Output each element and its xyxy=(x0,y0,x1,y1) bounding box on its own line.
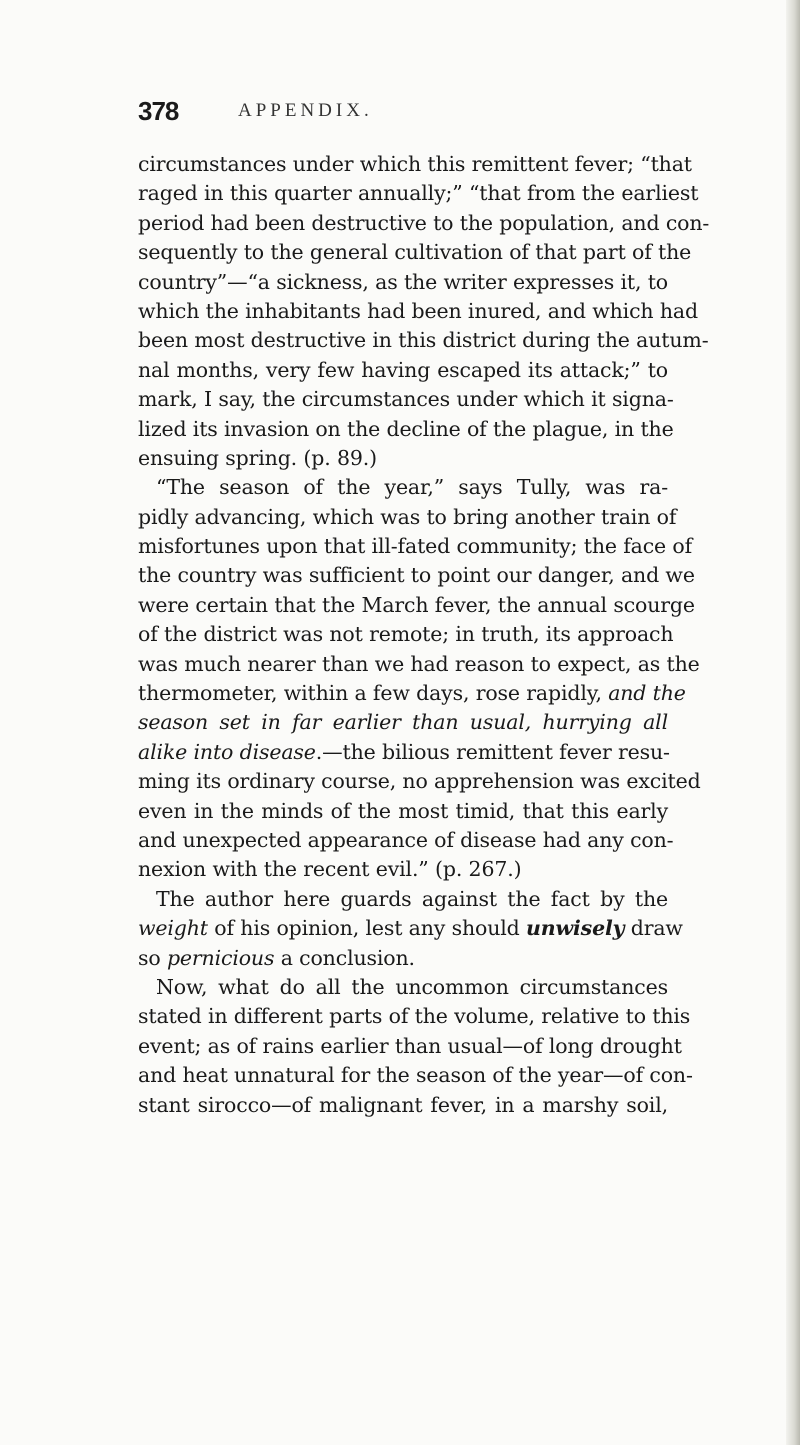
text-segment: were certain that the March fever, the annual scourge xyxy=(138,592,695,617)
text-segment: country”—“a sickness, as the writer expresses it, to xyxy=(138,269,668,294)
text-line xyxy=(138,1061,693,1090)
text-segment: The author here guards against the fact by the xyxy=(156,886,668,911)
text-line xyxy=(138,591,695,620)
text-segment: nal months, very few having escaped its attack;” to xyxy=(138,357,668,382)
text-line xyxy=(138,209,710,238)
text-segment: raged in this quarter annually;” “that from the earliest xyxy=(138,181,699,206)
text-segment: even in the minds of the most timid, that this early xyxy=(138,798,668,823)
text-segment: ensuing spring. (p. 89.) xyxy=(138,445,377,470)
text-line xyxy=(138,620,674,649)
text-line xyxy=(138,885,668,914)
text-segment: event; as of rains earlier than usual—of long drought xyxy=(138,1033,682,1058)
text-line xyxy=(138,650,700,679)
text-line xyxy=(138,738,668,767)
text-segment: ming its ordinary course, no apprehension was excited xyxy=(138,769,701,794)
text-segment: which the inhabitants had been inured, and which had xyxy=(138,298,698,323)
text-line xyxy=(138,150,692,179)
page-edge-shadow xyxy=(786,0,800,1445)
text-line xyxy=(138,326,709,355)
text-line xyxy=(138,356,668,385)
text-segment: so xyxy=(138,945,167,970)
text-segment: period had been destructive to the population, and con- xyxy=(138,210,710,235)
emphasis-text: season set in far earlier than usual, hurrying all xyxy=(138,710,668,735)
text-line xyxy=(138,268,668,297)
text-line xyxy=(138,473,668,502)
text-line xyxy=(138,708,668,737)
emphasis-text: unwisely xyxy=(526,916,625,941)
text-line xyxy=(138,561,695,590)
text-line xyxy=(138,797,668,826)
text-segment: mark, I say, the circumstances under which it signa- xyxy=(138,387,674,412)
text-line xyxy=(138,503,677,532)
text-segment: lized its invasion on the decline of the plague, in the xyxy=(138,416,674,441)
text-line xyxy=(138,297,698,326)
text-line xyxy=(138,855,668,884)
text-segment: “The season of the year,” says Tully, was ra- xyxy=(156,475,668,500)
text-line xyxy=(138,444,668,473)
text-line xyxy=(138,914,683,943)
emphasis-text: and the xyxy=(608,681,686,706)
text-segment: of the district was not remote; in truth, its approach xyxy=(138,622,674,647)
emphasis-text: alike into disease xyxy=(138,739,316,764)
text-segment: and heat unnatural for the season of the year—of con- xyxy=(138,1063,693,1088)
emphasis-text: pernicious xyxy=(166,945,275,970)
text-line xyxy=(138,1091,668,1120)
text-segment: pidly advancing, which was to bring another train of xyxy=(138,504,677,529)
text-segment: thermometer, within a few days, rose rapidly, xyxy=(138,681,609,706)
text-segment: and unexpected appearance of disease had any con- xyxy=(138,827,674,852)
page-header xyxy=(138,96,678,130)
body-text xyxy=(138,150,710,1120)
text-line xyxy=(138,385,674,414)
running-head: APPENDIX. xyxy=(238,100,373,121)
text-segment: a conclusion. xyxy=(274,945,415,970)
text-line xyxy=(138,826,674,855)
text-line xyxy=(138,532,693,561)
text-segment: draw xyxy=(624,916,683,941)
text-segment: stant sirocco—of malignant fever, in a marshy soil, xyxy=(138,1092,668,1117)
text-segment: was much nearer than we had reason to expect, as the xyxy=(138,651,700,676)
page-number: 378 xyxy=(138,96,179,126)
text-segment: misfortunes upon that ill-fated community; the face of xyxy=(138,534,693,559)
text-line xyxy=(138,415,674,444)
text-segment: circumstances under which this remittent fever; “that xyxy=(138,152,692,176)
text-line xyxy=(138,973,668,1002)
text-line xyxy=(138,679,686,708)
text-segment: the country was sufficient to point our danger, and we xyxy=(138,563,695,588)
emphasis-text: weight xyxy=(138,916,208,941)
text-line xyxy=(138,767,701,796)
text-line xyxy=(138,179,699,208)
text-line xyxy=(138,944,668,973)
text-segment: .—the bilious remittent fever resu- xyxy=(315,739,670,764)
text-segment: stated in different parts of the volume, relative to this xyxy=(138,1004,691,1029)
text-line xyxy=(138,238,692,267)
text-segment: of his opinion, lest any should xyxy=(207,916,527,941)
text-line xyxy=(138,1002,691,1031)
text-line xyxy=(138,1032,682,1061)
text-segment: Now, what do all the uncommon circumstances xyxy=(156,974,668,999)
text-segment: sequently to the general cultivation of that part of the xyxy=(138,240,692,265)
text-segment: nexion with the recent evil.” (p. 267.) xyxy=(138,857,522,882)
text-segment: been most destructive in this district during the autum- xyxy=(138,328,709,353)
